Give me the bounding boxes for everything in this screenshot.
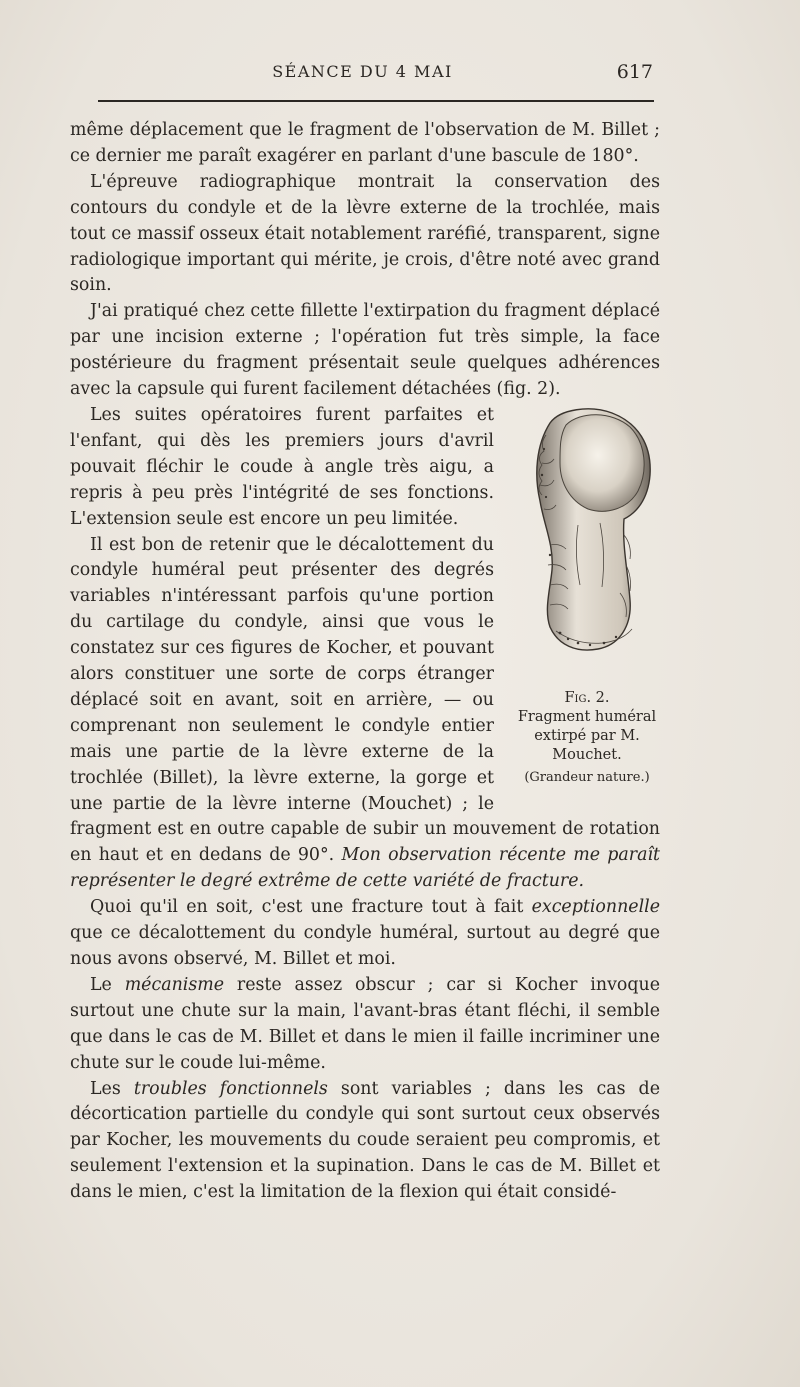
page-header [70,62,655,90]
paragraph-7-italic: mécanisme [124,974,225,995]
paragraph-5-text: Il est bon de retenir que le décalottement du condyle huméral peut présenter des degrés variables n'intéressant parfois qu'une portion du cartilage du condyle, ainsi que vous le constatez sur ces figures de Kocher, et pouvant alors constituer une sorte de corps étranger déplacé soit en avant, soit en arrière, — ou comprenant non seulement le condyle entier mais une partie de la lèvre externe de la trochlée (Billet), la lèvre externe, la gorge et une partie de la lèvre interne (Mouchet) ; le fragment est en outre capable de subir un mouvement de rotation en haut et en dedans de 90°. [70,534,660,866]
figure-2 [510,405,664,795]
paragraph-1: même déplacement que le fragment de l'observation de M. Billet ; ce dernier me paraît exagérer en parlant d'une bascule de 180°. [70,120,660,166]
running-title: SÉANCE DU 4 MAI [272,62,453,81]
figure-scale: (Grandeur nature.) [524,769,650,785]
paragraph-6-before: Quoi qu'il en soit, c'est une fracture tout à fait [90,897,532,918]
paragraph-6 [70,895,660,973]
paragraph-7-after: reste assez obscur ; car si Kocher invoque surtout une chute sur la main, l'avant-bras étant fléchi, il semble que dans le cas de M. Billet et dans le mien il faille incriminer une chute sur le coude lui-même. [70,974,660,1073]
figure-description: Fragment huméral extirpé par M. Mouchet. [517,708,657,763]
body-text [70,118,660,1206]
paragraph-6-after: que ce décalottement du condyle huméral, surtout au degré que nous avons observé, M. Billet et moi. [70,923,660,969]
page-number: 617 [616,61,653,83]
paragraph-7-before: Le [90,974,125,995]
figure-label: Fig. 2. [564,689,610,706]
paragraph-4: Les suites opératoires furent parfaites et l'enfant, qui dès les premiers jours d'avril pouvait fléchir le coude à angle très aigu, a repris à peu près l'intégrité de ses fonctions. L'extension seule est encore un peu limitée. [70,404,494,529]
header-rule [98,100,654,102]
paragraph-5-italic: Mon observation récente me paraît représenter le degré extrême de cette variété de fracture. [70,845,660,892]
paragraph-8-before: Les [90,1078,134,1099]
paragraph-8 [70,1077,660,1207]
bone-fragment-illustration [520,405,654,655]
paragraph-7 [70,973,660,1077]
figure-caption [510,689,664,787]
paragraph-6-italic: exceptionnelle [531,897,660,918]
paragraph-8-after: sont variables ; dans les cas de décortication partielle du condyle qui sont surtout ceux observés par Kocher, les mouvements du coude seraient peu compromis, et seulement l'extension et la supination. Dans le cas de M. Billet et dans le mien, c'est la limitation de la flexion qui était considé- [70,1078,660,1203]
paragraph-2: L'épreuve radiographique montrait la conservation des contours du condyle et de la lèvre externe de la trochlée, mais tout ce massif osseux était notablement raréfié, transparent, signe radiologique important qui mérite, je crois, d'être noté avec grand soin. [70,171,660,296]
paragraph-8-italic: troubles fonctionnels [133,1078,328,1099]
paragraph-3: J'ai pratiqué chez cette fillette l'extirpation du fragment déplacé par une incision externe ; l'opération fut très simple, la face postérieure du fragment présentait seule quelques adhérences avec la capsule qui furent facilement détachées (fig. 2). [70,301,660,400]
